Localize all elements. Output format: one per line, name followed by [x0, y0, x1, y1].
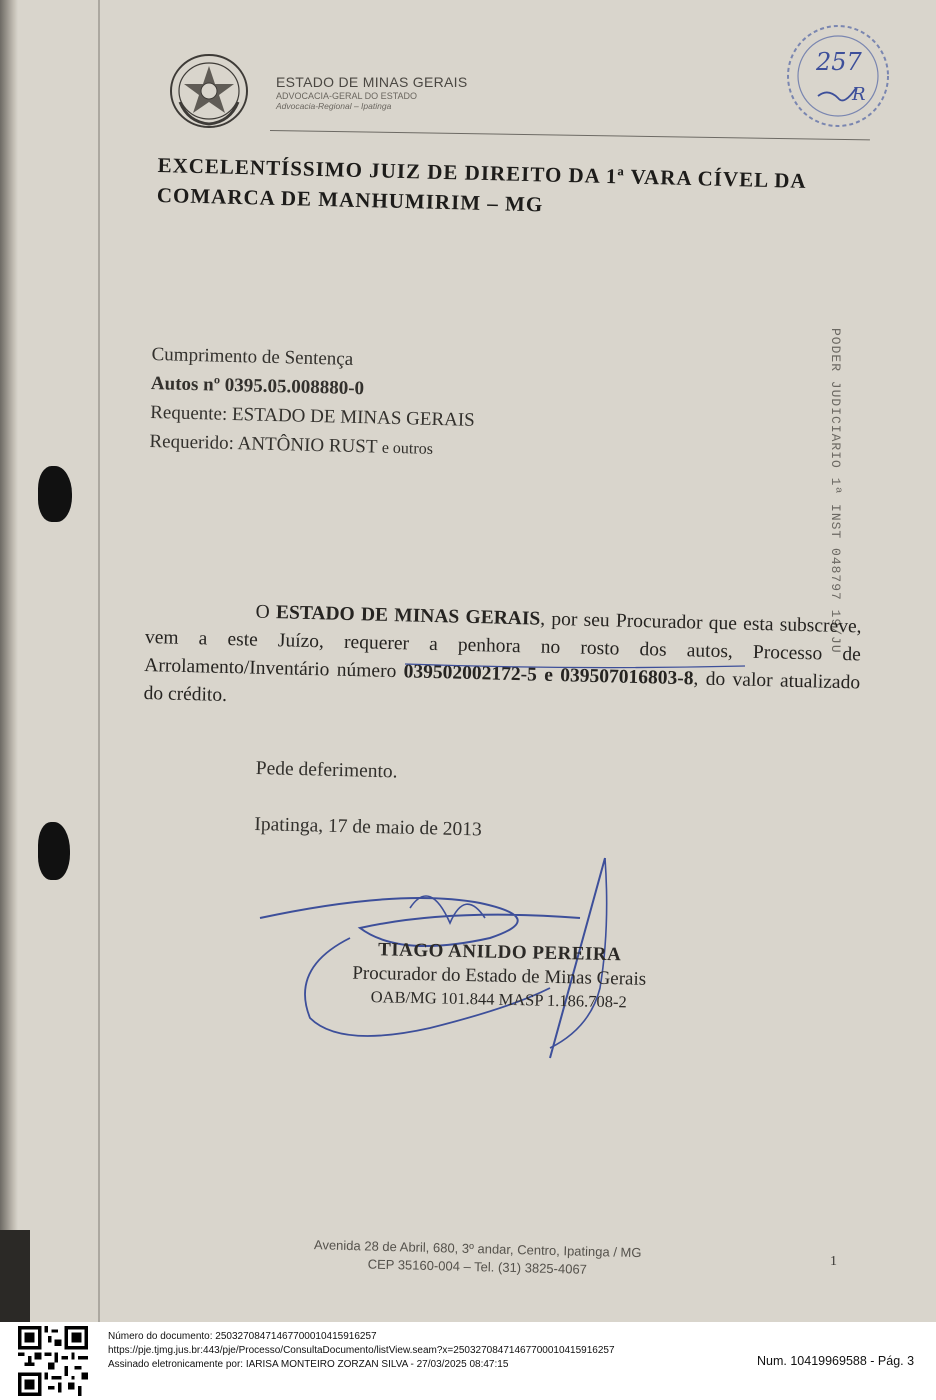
body-conjunction: e	[544, 664, 554, 686]
punch-hole-bottom	[38, 822, 70, 880]
office-contact-line: CEP 35160-004 – Tel. (31) 3825-4067	[367, 1256, 588, 1277]
signatory-registration: OAB/MG 101.844 MASP 1.186.708-2	[370, 987, 627, 1012]
closing	[254, 758, 483, 842]
pje-url-link[interactable]: https://pje.tjmg.jus.br:443/pje/Processo/ConsultaDocumento/listView.seam?x=25032708471467700010415916257	[108, 1345, 615, 1356]
signatory-name: TIAGO ANILDO PEREIRA	[377, 939, 622, 966]
page-number: 1	[830, 1254, 837, 1269]
judicial-protocol-stamp: PODER JUDICIARIO 1ª INST 048797 19/JU	[828, 328, 843, 654]
pje-document-reference: Num. 10419969588 - Pág. 3	[757, 1354, 915, 1368]
signatory-role: Procurador do Estado de Minas Gerais	[352, 962, 647, 990]
case-defendant-name: Requerido: ANTÔNIO RUST	[149, 430, 378, 458]
letterhead-agency: ADVOCACIA-GERAL DO ESTADO	[276, 91, 418, 101]
case-plaintiff: Requente: ESTADO DE MINAS GERAIS	[149, 401, 476, 431]
protocol-stamp	[778, 18, 896, 130]
petition-body	[143, 596, 862, 725]
case-number: Autos nº 0395.05.008880-0	[150, 372, 365, 400]
ink-underline	[405, 662, 745, 670]
case-defendant-suffix: e outros	[381, 439, 434, 458]
letterhead	[276, 74, 468, 111]
stamp-handwritten-initial: R	[852, 84, 866, 105]
state-coat-of-arms-seal	[168, 52, 250, 130]
pje-doc-number: Número do documento: 25032708471467700010415916257	[108, 1331, 377, 1342]
scan-dark-corner	[0, 1230, 30, 1322]
signatory-block	[319, 938, 680, 1014]
page-fold-line	[98, 0, 100, 1322]
body-party: ESTADO DE MINAS GERAIS	[275, 602, 541, 630]
letterhead-rule	[270, 130, 870, 140]
pje-signed-by: Assinado eletronicamente por: IARISA MONTEIRO ZORZAN SILVA - 27/03/2025 08:47:15	[108, 1359, 509, 1370]
pje-metadata	[108, 1330, 615, 1372]
office-address-line: Avenida 28 de Abril, 680, 3º andar, Centro, Ipatinga / MG	[313, 1237, 642, 1261]
body-request: , por seu Procurador que esta subscreve, vem a este Juízo, requerer a penhora no rosto dos autos, Processo de Arrolamento/Inventário número	[144, 608, 862, 683]
letterhead-state: ESTADO DE MINAS GERAIS	[276, 74, 468, 90]
office-address	[307, 1236, 648, 1280]
letterhead-regional: Advocacia-Regional – Ipatinga	[276, 101, 392, 111]
qr-code-icon[interactable]	[18, 1326, 88, 1396]
process-number-2: 039507016803-8	[560, 665, 694, 690]
body-closing: , do valor atualizado do crédito.	[143, 668, 861, 707]
body-intro: O	[255, 601, 270, 624]
stamp-handwritten-number: 257	[816, 48, 862, 76]
case-info	[149, 340, 476, 465]
closing-request: Pede deferimento.	[255, 758, 398, 783]
page-edge-shadow	[0, 0, 18, 1322]
addressee-heading: EXCELENTÍSSIMO JUIZ DE DIREITO DA 1ª VARA CÍVEL DA COMARCA DE MANHUMIRIM – MG	[156, 152, 806, 217]
place-and-date: Ipatinga, 17 de maio de 2013	[254, 813, 483, 841]
process-number-1: 039502002172-5	[403, 661, 538, 686]
case-subject: Cumprimento de Sentença	[151, 343, 354, 370]
punch-hole-top	[38, 466, 72, 522]
